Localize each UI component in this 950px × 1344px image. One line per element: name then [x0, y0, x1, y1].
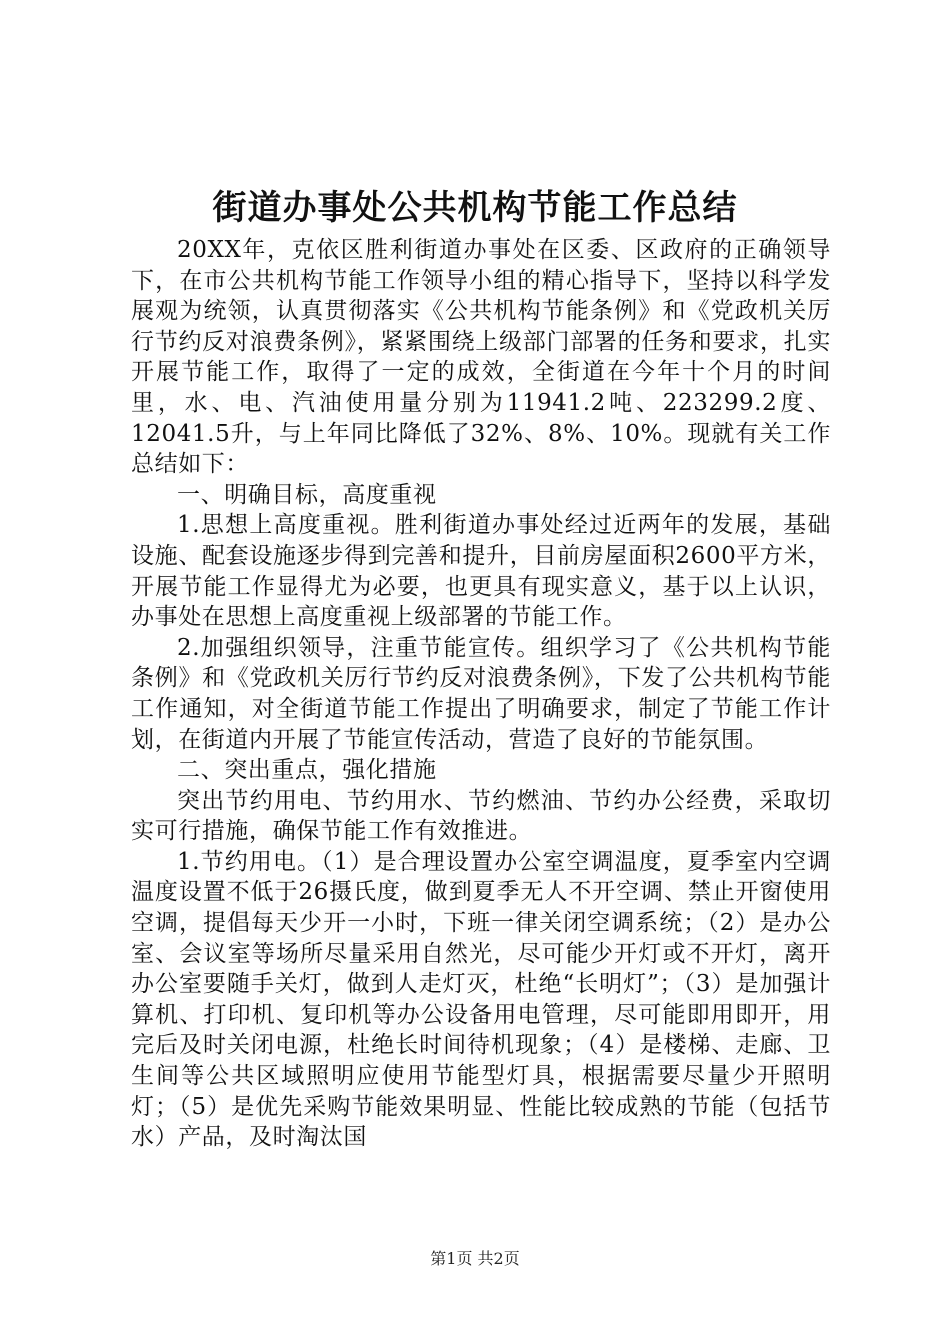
document-body	[131, 235, 831, 1153]
paragraph-1-1: 1.思想上高度重视。胜利街道办事处经过近两年的发展，基础设施、配套设施逐步得到完善和提升，目前房屋面积2600平方米，开展节能工作显得尤为必要，也更具有现实意义，基于以上认识，办事处在思想上高度重视上级部署的节能工作。	[131, 512, 831, 631]
paragraph-intro: 20XX年，克依区胜利街道办事处在区委、区政府的正确领导下，在市公共机构节能工作领导小组的精心指导下，坚持以科学发展观为统领，认真贯彻落实《公共机构节能条例》和《党政机关厉行节约反对浪费条例》，紧紧围绕上级部门部署的任务和要求，扎实开展节能工作，取得了一定的成效，全街道在今年十个月的时间里，水、电、汽油使用量分别为11941.2吨、223299.2度、12041.5升，与上年同比降低了32%、8%、10%。现就有关工作总结如下：	[131, 237, 831, 478]
section-heading-1: 一、明确目标，高度重视	[177, 481, 437, 508]
paragraph-2-1: 1.节约用电。（1）是合理设置办公室空调温度，夏季室内空调温度设置不低于26摄氏度，做到夏季无人不开空调、禁止开窗使用空调，提倡每天少开一小时，下班一律关闭空调系统；（2）是办公室、会议室等场所尽量采用自然光，尽可能少开灯或不开灯，离开办公室要随手关灯，做到人走灯灭，杜绝“长明灯”；（3）是加强计算机、打印机、复印机等办公设备用电管理，尽可能即用即开，用完后及时关闭电源，杜绝长时间待机现象；（4）是楼梯、走廊、卫生间等公共区域照明应使用节能型灯具，根据需要尽量少开照明灯；（5）是优先采购节能效果明显、性能比较成熟的节能（包括节水）产品，及时淘汰国	[131, 848, 831, 1151]
page-footer: 第1页 共2页	[430, 1249, 520, 1268]
paragraph-1-2: 2.加强组织领导，注重节能宣传。组织学习了《公共机构节能条例》和《党政机关厉行节约反对浪费条例》，下发了公共机构节能工作通知，对全街道节能工作提出了明确要求，制定了节能工作计划，在街道内开展了节能宣传活动，营造了良好的节能氛围。	[131, 634, 831, 753]
document-title: 街道办事处公共机构节能工作总结	[212, 188, 738, 228]
section-heading-2: 二、突出重点，强化措施	[177, 757, 437, 784]
paragraph-2-intro: 突出节约用电、节约用水、节约燃油、节约办公经费，采取切实可行措施，确保节能工作有效推进。	[131, 787, 831, 845]
